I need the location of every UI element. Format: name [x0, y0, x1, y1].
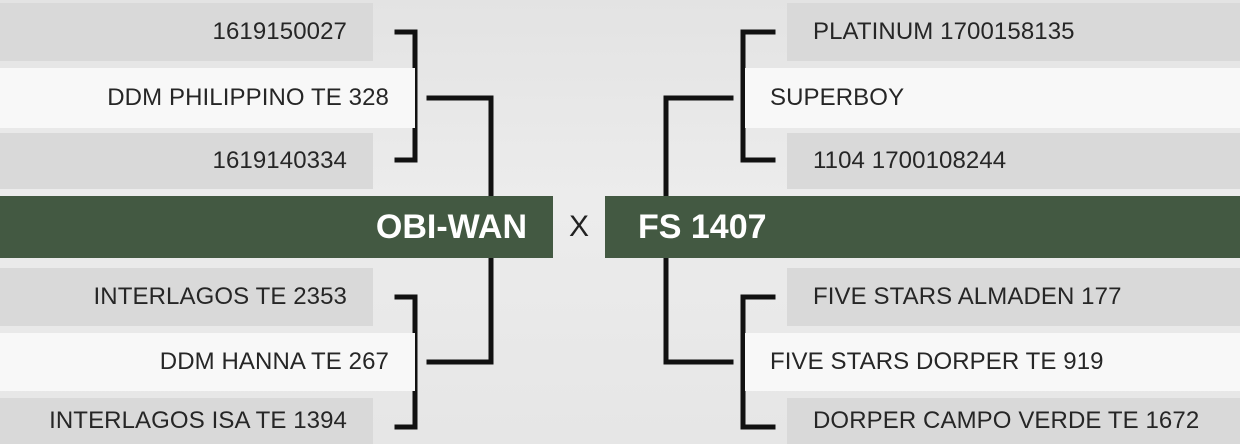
left-bottom-parent-2 [0, 398, 373, 444]
versus-separator-label: X [568, 210, 589, 243]
left-top-parent-1-label: 1619150027 [212, 18, 347, 45]
left-top-parent-1 [0, 3, 373, 61]
left-top-sire [0, 68, 415, 128]
left-main-animal-label: OBI-WAN [375, 207, 527, 246]
right-bottom-parent-1-label: FIVE STARS ALMADEN 177 [813, 283, 1122, 310]
right-top-parent-2 [787, 133, 1240, 189]
left-bottom-dam-label: DDM HANNA TE 267 [159, 348, 389, 375]
right-bottom-parent-2-label: DORPER CAMPO VERDE TE 1672 [813, 407, 1200, 434]
left-top-sire-label: DDM PHILIPPINO TE 328 [107, 84, 389, 111]
right-bottom-dam-label: FIVE STARS DORPER TE 919 [770, 348, 1104, 375]
versus-separator [553, 196, 605, 258]
connector-right-bottom-dam [666, 258, 731, 362]
right-main-animal-label: FS 1407 [638, 207, 767, 246]
connector-left-bottom-dam [429, 258, 491, 362]
left-top-parent-2-label: 1619140334 [212, 147, 347, 174]
right-top-parent-2-label: 1104 1700108244 [813, 147, 1007, 174]
left-bottom-parent-2-label: INTERLAGOS ISA TE 1394 [49, 407, 347, 434]
right-top-parent-1-label: PLATINUM 1700158135 [813, 18, 1075, 45]
connector-left-top-sire [429, 98, 491, 196]
connector-right-top-sire [666, 98, 731, 196]
right-top-sire-label: SUPERBOY [770, 84, 905, 111]
right-bottom-parent-2 [787, 398, 1240, 444]
left-bottom-parent-1-label: INTERLAGOS TE 2353 [93, 283, 347, 310]
right-bottom-parent-1 [787, 268, 1240, 326]
left-main-animal [0, 196, 553, 258]
right-top-sire [745, 68, 1240, 128]
right-main-animal [605, 196, 1240, 258]
left-bottom-dam [0, 333, 415, 391]
left-top-parent-2 [0, 133, 373, 189]
right-top-parent-1 [787, 3, 1240, 61]
right-bottom-dam [745, 333, 1240, 391]
left-bottom-parent-1 [0, 268, 373, 326]
